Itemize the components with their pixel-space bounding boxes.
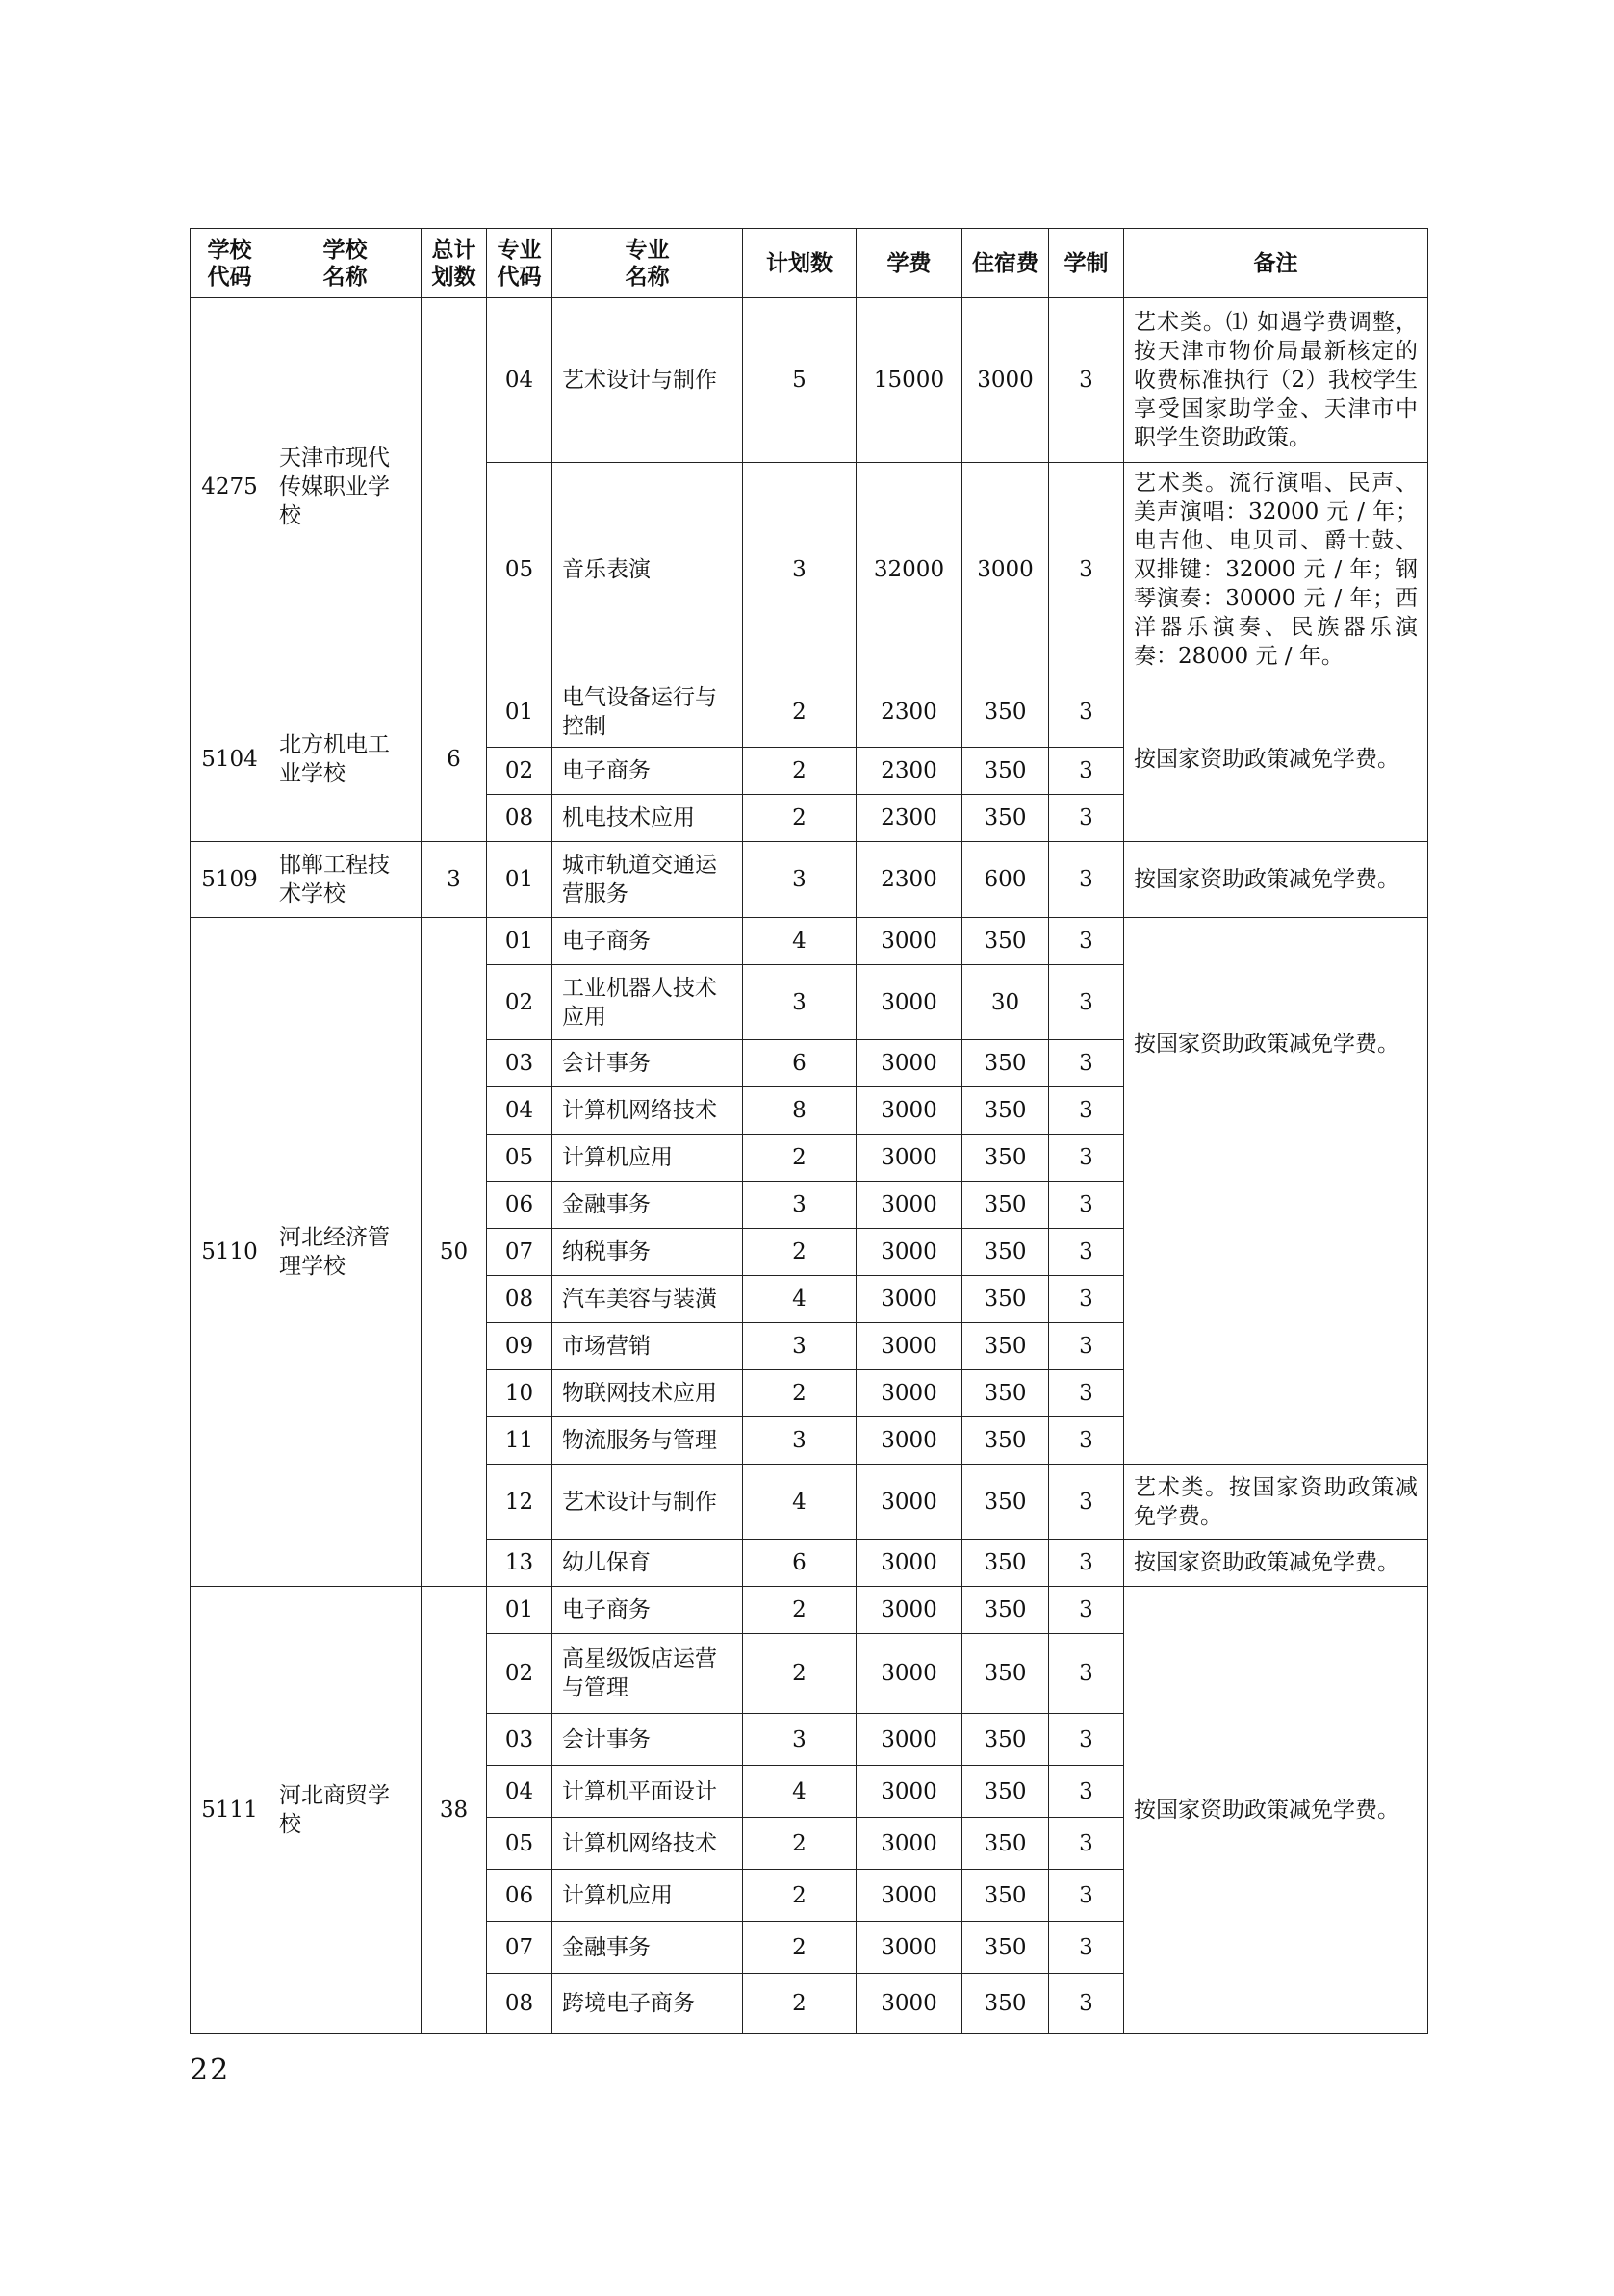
dorm-fee: 3000 bbox=[962, 298, 1049, 463]
tuition: 3000 bbox=[857, 1587, 962, 1634]
years: 3 bbox=[1049, 1087, 1124, 1135]
tuition: 3000 bbox=[857, 1922, 962, 1974]
years: 3 bbox=[1049, 795, 1124, 842]
plan-count: 2 bbox=[743, 748, 857, 795]
plan-count: 2 bbox=[743, 1922, 857, 1974]
header-major-code: 专业 代码 bbox=[487, 229, 552, 298]
dorm-fee: 350 bbox=[962, 918, 1049, 965]
major-code: 01 bbox=[487, 842, 552, 918]
plan-count: 2 bbox=[743, 1587, 857, 1634]
tuition: 3000 bbox=[857, 1465, 962, 1540]
plan-count: 3 bbox=[743, 1182, 857, 1229]
plan-count: 3 bbox=[743, 842, 857, 918]
years: 3 bbox=[1049, 1714, 1124, 1766]
years: 3 bbox=[1049, 1540, 1124, 1587]
years: 3 bbox=[1049, 1040, 1124, 1087]
dorm-fee: 350 bbox=[962, 1974, 1049, 2034]
years: 3 bbox=[1049, 1370, 1124, 1417]
major-name: 机电技术应用 bbox=[552, 795, 743, 842]
tuition: 3000 bbox=[857, 918, 962, 965]
major-code: 12 bbox=[487, 1465, 552, 1540]
dorm-fee: 600 bbox=[962, 842, 1049, 918]
dorm-fee: 350 bbox=[962, 1087, 1049, 1135]
major-code: 04 bbox=[487, 298, 552, 463]
major-code: 01 bbox=[487, 918, 552, 965]
major-name: 纳税事务 bbox=[552, 1229, 743, 1276]
dorm-fee: 350 bbox=[962, 1417, 1049, 1465]
major-code: 13 bbox=[487, 1540, 552, 1587]
major-code: 07 bbox=[487, 1922, 552, 1974]
major-code: 03 bbox=[487, 1040, 552, 1087]
major-code: 10 bbox=[487, 1370, 552, 1417]
school-code: 5110 bbox=[191, 918, 269, 1587]
school-total: 6 bbox=[422, 676, 487, 842]
school-name: 河北商贸学校 bbox=[269, 1587, 422, 2034]
years: 3 bbox=[1049, 676, 1124, 748]
major-name: 市场营销 bbox=[552, 1323, 743, 1370]
years: 3 bbox=[1049, 842, 1124, 918]
school-name: 邯郸工程技术学校 bbox=[269, 842, 422, 918]
major-code: 04 bbox=[487, 1766, 552, 1818]
major-name: 高星级饭店运营与管理 bbox=[552, 1634, 743, 1714]
school-total: 38 bbox=[422, 1587, 487, 2034]
header-plan-count: 计划数 bbox=[743, 229, 857, 298]
major-name: 音乐表演 bbox=[552, 463, 743, 676]
major-name: 跨境电子商务 bbox=[552, 1974, 743, 2034]
plan-count: 2 bbox=[743, 1818, 857, 1870]
table-row bbox=[191, 918, 1428, 965]
major-name: 艺术设计与制作 bbox=[552, 1465, 743, 1540]
major-code: 05 bbox=[487, 1818, 552, 1870]
dorm-fee: 350 bbox=[962, 1370, 1049, 1417]
note: 按国家资助政策减免学费。 bbox=[1124, 918, 1428, 1465]
plan-count: 2 bbox=[743, 676, 857, 748]
enrollment-plan-table bbox=[190, 228, 1428, 2034]
plan-count: 3 bbox=[743, 463, 857, 676]
tuition: 3000 bbox=[857, 1714, 962, 1766]
tuition: 3000 bbox=[857, 1818, 962, 1870]
school-code: 5111 bbox=[191, 1587, 269, 2034]
plan-count: 4 bbox=[743, 1465, 857, 1540]
tuition: 2300 bbox=[857, 795, 962, 842]
years: 3 bbox=[1049, 1229, 1124, 1276]
page-number: 22 bbox=[190, 2054, 231, 2087]
major-code: 02 bbox=[487, 1634, 552, 1714]
school-code: 5109 bbox=[191, 842, 269, 918]
plan-count: 3 bbox=[743, 965, 857, 1040]
dorm-fee: 350 bbox=[962, 1870, 1049, 1922]
years: 3 bbox=[1049, 1323, 1124, 1370]
dorm-fee: 350 bbox=[962, 1587, 1049, 1634]
dorm-fee: 350 bbox=[962, 795, 1049, 842]
header-major-name: 专业 名称 bbox=[552, 229, 743, 298]
tuition: 3000 bbox=[857, 1323, 962, 1370]
dorm-fee: 350 bbox=[962, 1540, 1049, 1587]
note: 按国家资助政策减免学费。 bbox=[1124, 1587, 1428, 2034]
dorm-fee: 350 bbox=[962, 1922, 1049, 1974]
dorm-fee: 3000 bbox=[962, 463, 1049, 676]
tuition: 3000 bbox=[857, 1087, 962, 1135]
dorm-fee: 350 bbox=[962, 748, 1049, 795]
plan-count: 2 bbox=[743, 795, 857, 842]
note: 艺术类。按国家资助政策减免学费。 bbox=[1124, 1465, 1428, 1540]
plan-count: 2 bbox=[743, 1974, 857, 2034]
dorm-fee: 350 bbox=[962, 1766, 1049, 1818]
note: 按国家资助政策减免学费。 bbox=[1124, 1540, 1428, 1587]
major-name: 工业机器人技术应用 bbox=[552, 965, 743, 1040]
major-name: 金融事务 bbox=[552, 1182, 743, 1229]
major-name: 电子商务 bbox=[552, 1587, 743, 1634]
major-name: 汽车美容与装潢 bbox=[552, 1276, 743, 1323]
header-years: 学制 bbox=[1049, 229, 1124, 298]
tuition: 3000 bbox=[857, 1974, 962, 2034]
major-code: 08 bbox=[487, 1974, 552, 2034]
years: 3 bbox=[1049, 748, 1124, 795]
table-row bbox=[191, 298, 1428, 463]
years: 3 bbox=[1049, 1922, 1124, 1974]
tuition: 3000 bbox=[857, 1766, 962, 1818]
tuition: 2300 bbox=[857, 748, 962, 795]
dorm-fee: 350 bbox=[962, 1465, 1049, 1540]
plan-count: 6 bbox=[743, 1040, 857, 1087]
header-note: 备注 bbox=[1124, 229, 1428, 298]
dorm-fee: 350 bbox=[962, 1276, 1049, 1323]
tuition: 3000 bbox=[857, 1540, 962, 1587]
major-name: 会计事务 bbox=[552, 1714, 743, 1766]
note: 按国家资助政策减免学费。 bbox=[1124, 676, 1428, 842]
dorm-fee: 350 bbox=[962, 1714, 1049, 1766]
school-code: 5104 bbox=[191, 676, 269, 842]
major-code: 06 bbox=[487, 1870, 552, 1922]
plan-count: 3 bbox=[743, 1417, 857, 1465]
major-code: 03 bbox=[487, 1714, 552, 1766]
years: 3 bbox=[1049, 1974, 1124, 2034]
school-code: 4275 bbox=[191, 298, 269, 676]
school-total: 3 bbox=[422, 842, 487, 918]
dorm-fee: 350 bbox=[962, 1182, 1049, 1229]
major-name: 金融事务 bbox=[552, 1922, 743, 1974]
dorm-fee: 350 bbox=[962, 1818, 1049, 1870]
major-name: 会计事务 bbox=[552, 1040, 743, 1087]
years: 3 bbox=[1049, 965, 1124, 1040]
plan-count: 5 bbox=[743, 298, 857, 463]
header-school-name: 学校 名称 bbox=[269, 229, 422, 298]
years: 3 bbox=[1049, 1870, 1124, 1922]
header-total-plan: 总计 划数 bbox=[422, 229, 487, 298]
tuition: 3000 bbox=[857, 1182, 962, 1229]
major-name: 计算机网络技术 bbox=[552, 1818, 743, 1870]
major-name: 物联网技术应用 bbox=[552, 1370, 743, 1417]
plan-count: 2 bbox=[743, 1135, 857, 1182]
plan-count: 2 bbox=[743, 1870, 857, 1922]
header-tuition: 学费 bbox=[857, 229, 962, 298]
table-row bbox=[191, 842, 1428, 918]
years: 3 bbox=[1049, 1766, 1124, 1818]
years: 3 bbox=[1049, 1276, 1124, 1323]
note: 按国家资助政策减免学费。 bbox=[1124, 842, 1428, 918]
school-name: 天津市现代传媒职业学校 bbox=[269, 298, 422, 676]
major-name: 城市轨道交通运营服务 bbox=[552, 842, 743, 918]
major-code: 11 bbox=[487, 1417, 552, 1465]
plan-count: 3 bbox=[743, 1714, 857, 1766]
header-row bbox=[191, 229, 1428, 298]
major-name: 艺术设计与制作 bbox=[552, 298, 743, 463]
major-code: 02 bbox=[487, 965, 552, 1040]
major-code: 05 bbox=[487, 463, 552, 676]
years: 3 bbox=[1049, 298, 1124, 463]
tuition: 3000 bbox=[857, 965, 962, 1040]
header-school-code: 学校 代码 bbox=[191, 229, 269, 298]
major-name: 幼儿保育 bbox=[552, 1540, 743, 1587]
plan-count: 2 bbox=[743, 1634, 857, 1714]
tuition: 3000 bbox=[857, 1634, 962, 1714]
header-dorm-fee: 住宿费 bbox=[962, 229, 1049, 298]
school-total: 50 bbox=[422, 918, 487, 1587]
table-row bbox=[191, 676, 1428, 748]
tuition: 2300 bbox=[857, 842, 962, 918]
table-row bbox=[191, 1587, 1428, 1634]
tuition: 32000 bbox=[857, 463, 962, 676]
dorm-fee: 350 bbox=[962, 676, 1049, 748]
years: 3 bbox=[1049, 463, 1124, 676]
major-name: 电子商务 bbox=[552, 748, 743, 795]
plan-count: 4 bbox=[743, 918, 857, 965]
major-name: 电子商务 bbox=[552, 918, 743, 965]
plan-count: 4 bbox=[743, 1276, 857, 1323]
major-code: 01 bbox=[487, 676, 552, 748]
years: 3 bbox=[1049, 918, 1124, 965]
plan-count: 6 bbox=[743, 1540, 857, 1587]
tuition: 3000 bbox=[857, 1040, 962, 1087]
note: 艺术类。⑴ 如遇学费调整，按天津市物价局最新核定的收费标准执行（2）我校学生享受国家助学金、天津市中职学生资助政策。 bbox=[1124, 298, 1428, 463]
dorm-fee: 350 bbox=[962, 1135, 1049, 1182]
major-name: 物流服务与管理 bbox=[552, 1417, 743, 1465]
major-code: 08 bbox=[487, 795, 552, 842]
major-name: 电气设备运行与控制 bbox=[552, 676, 743, 748]
major-name: 计算机应用 bbox=[552, 1870, 743, 1922]
major-code: 06 bbox=[487, 1182, 552, 1229]
dorm-fee: 350 bbox=[962, 1634, 1049, 1714]
school-total bbox=[422, 298, 487, 676]
major-name: 计算机应用 bbox=[552, 1135, 743, 1182]
dorm-fee: 350 bbox=[962, 1040, 1049, 1087]
tuition: 2300 bbox=[857, 676, 962, 748]
major-code: 07 bbox=[487, 1229, 552, 1276]
years: 3 bbox=[1049, 1182, 1124, 1229]
plan-count: 8 bbox=[743, 1087, 857, 1135]
tuition: 3000 bbox=[857, 1229, 962, 1276]
tuition: 3000 bbox=[857, 1870, 962, 1922]
major-code: 04 bbox=[487, 1087, 552, 1135]
plan-count: 2 bbox=[743, 1229, 857, 1276]
school-name: 北方机电工业学校 bbox=[269, 676, 422, 842]
tuition: 3000 bbox=[857, 1370, 962, 1417]
major-code: 02 bbox=[487, 748, 552, 795]
tuition: 3000 bbox=[857, 1276, 962, 1323]
years: 3 bbox=[1049, 1135, 1124, 1182]
tuition: 3000 bbox=[857, 1135, 962, 1182]
years: 3 bbox=[1049, 1587, 1124, 1634]
plan-count: 3 bbox=[743, 1323, 857, 1370]
years: 3 bbox=[1049, 1818, 1124, 1870]
major-code: 05 bbox=[487, 1135, 552, 1182]
tuition: 3000 bbox=[857, 1417, 962, 1465]
years: 3 bbox=[1049, 1417, 1124, 1465]
dorm-fee: 350 bbox=[962, 1229, 1049, 1276]
dorm-fee: 30 bbox=[962, 965, 1049, 1040]
plan-count: 2 bbox=[743, 1370, 857, 1417]
years: 3 bbox=[1049, 1465, 1124, 1540]
school-name: 河北经济管理学校 bbox=[269, 918, 422, 1587]
note: 艺术类。流行演唱、民声、美声演唱：32000 元 / 年；电吉他、电贝司、爵士鼓、双排键：32000 元 / 年；钢琴演奏：30000 元 / 年；西洋器乐演奏、民族器乐演奏：28000 元 / 年。 bbox=[1124, 463, 1428, 676]
tuition: 15000 bbox=[857, 298, 962, 463]
major-name: 计算机平面设计 bbox=[552, 1766, 743, 1818]
major-name: 计算机网络技术 bbox=[552, 1087, 743, 1135]
major-code: 09 bbox=[487, 1323, 552, 1370]
major-code: 01 bbox=[487, 1587, 552, 1634]
major-code: 08 bbox=[487, 1276, 552, 1323]
years: 3 bbox=[1049, 1634, 1124, 1714]
plan-count: 4 bbox=[743, 1766, 857, 1818]
dorm-fee: 350 bbox=[962, 1323, 1049, 1370]
